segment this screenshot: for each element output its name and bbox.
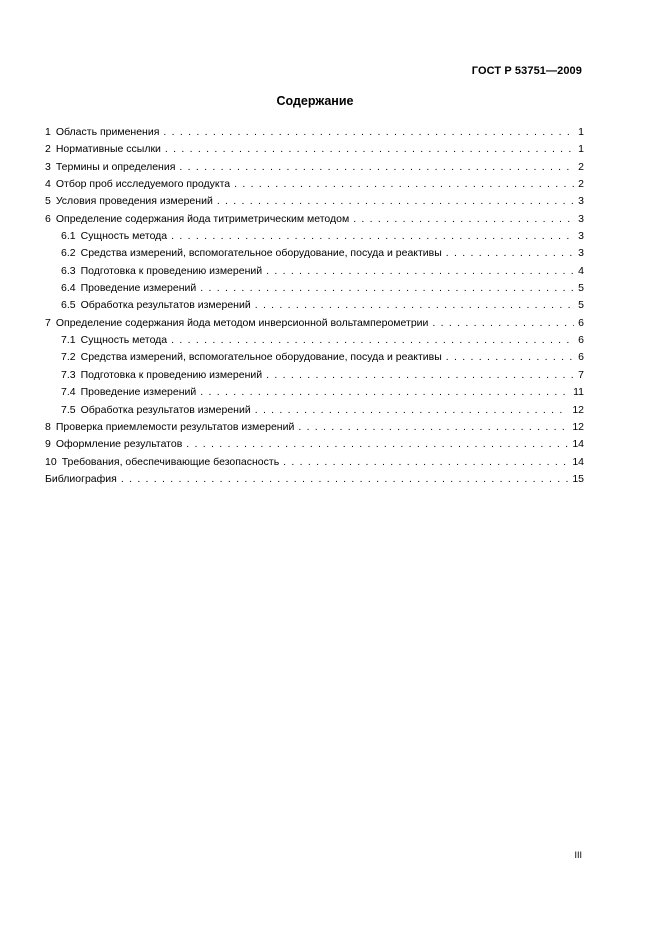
document-code: ГОСТ Р 53751—2009 bbox=[471, 65, 582, 77]
toc-entry-page: 15 bbox=[572, 472, 584, 485]
toc-entry[interactable] bbox=[45, 263, 584, 280]
toc-entry-number: 7.5 bbox=[61, 403, 76, 416]
toc-entry-label: Обработка результатов измерений bbox=[80, 403, 251, 416]
toc-entry-bibliography[interactable] bbox=[45, 471, 584, 488]
toc-entry-page: 11 bbox=[573, 386, 584, 399]
toc-entry-number: 6.3 bbox=[61, 264, 76, 277]
toc-entry-number: 3 bbox=[45, 160, 51, 173]
toc-entry[interactable] bbox=[45, 367, 584, 384]
toc-entry-label: Обработка результатов измерений bbox=[80, 299, 251, 312]
toc-entry-number: 7.1 bbox=[61, 334, 76, 347]
toc-entry-number: 6.1 bbox=[61, 230, 76, 243]
toc-entry[interactable] bbox=[45, 332, 584, 349]
toc-entry-page: 6 bbox=[578, 351, 584, 364]
toc-entry-page: 5 bbox=[578, 282, 584, 295]
toc-entry[interactable] bbox=[45, 454, 584, 471]
toc-entry-number: 8 bbox=[45, 420, 51, 433]
dot-leader bbox=[432, 315, 574, 332]
dot-leader bbox=[266, 263, 574, 280]
toc-entry-page: 2 bbox=[578, 178, 584, 191]
toc-entry-page: 2 bbox=[578, 160, 584, 173]
toc-entry[interactable] bbox=[45, 436, 584, 453]
toc-entry-label: Проверка приемлемости результатов измерений bbox=[55, 420, 295, 433]
toc-entry-page: 12 bbox=[572, 420, 584, 433]
toc-entry-label: Термины и определения bbox=[55, 160, 176, 173]
toc-entry-number: 7 bbox=[45, 316, 51, 329]
toc-entry[interactable] bbox=[45, 280, 584, 297]
toc-entry-page: 5 bbox=[578, 299, 584, 312]
toc-entry-label: Отбор проб исследуемого продукта bbox=[55, 178, 231, 191]
toc-entry-label: Библиография bbox=[45, 472, 117, 485]
toc-entry-label: Область применения bbox=[55, 126, 160, 138]
toc-entry-label: Условия проведения измерений bbox=[55, 195, 213, 208]
toc-entry[interactable] bbox=[45, 141, 584, 158]
dot-leader bbox=[266, 367, 574, 384]
toc-entry-number: 5 bbox=[45, 195, 51, 208]
toc-entry-number: 6.2 bbox=[61, 247, 76, 260]
toc-title: Содержание bbox=[276, 94, 354, 108]
toc-entry[interactable] bbox=[45, 211, 584, 228]
page-number: III bbox=[574, 850, 582, 860]
toc-entry-page: 1 bbox=[578, 126, 584, 138]
toc-entry-label: Требования, обеспечивающие безопасность bbox=[61, 455, 280, 468]
toc-entry-label: Средства измерений, вспомогательное оборудование, посуда и реактивы bbox=[80, 247, 442, 260]
toc-entry-label: Оформление результатов bbox=[55, 438, 183, 451]
dot-leader bbox=[283, 454, 568, 471]
toc-entry[interactable] bbox=[45, 176, 584, 193]
toc-entry[interactable] bbox=[45, 384, 584, 401]
toc-entry-label: Подготовка к проведению измерений bbox=[80, 368, 263, 381]
toc-entry[interactable] bbox=[45, 124, 584, 141]
toc-entry-number: 7.2 bbox=[61, 351, 76, 364]
dot-leader bbox=[353, 211, 574, 228]
toc-entry-page: 3 bbox=[578, 195, 584, 208]
dot-leader bbox=[200, 280, 574, 297]
toc-entry-page: 4 bbox=[578, 264, 584, 277]
toc-entry[interactable] bbox=[45, 245, 584, 262]
toc-entry-number: 1 bbox=[45, 126, 51, 138]
toc-entry-page: 6 bbox=[578, 316, 584, 329]
toc-entry[interactable] bbox=[45, 402, 584, 419]
dot-leader bbox=[298, 419, 568, 436]
toc-entry[interactable] bbox=[45, 419, 584, 436]
toc-entry-number: 6.4 bbox=[61, 282, 76, 295]
toc-entry[interactable] bbox=[45, 297, 584, 314]
dot-leader bbox=[171, 332, 574, 349]
toc-entry-label: Сущность метода bbox=[80, 230, 168, 243]
dot-leader bbox=[171, 228, 574, 245]
dot-leader bbox=[217, 193, 574, 210]
toc-entry-page: 3 bbox=[578, 230, 584, 243]
toc-entry-label: Сущность метода bbox=[80, 334, 168, 347]
toc-entry[interactable] bbox=[45, 349, 584, 366]
dot-leader bbox=[163, 124, 574, 141]
dot-leader bbox=[446, 349, 574, 366]
toc-entry-page: 3 bbox=[578, 247, 584, 260]
toc-entry[interactable] bbox=[45, 228, 584, 245]
dot-leader bbox=[165, 141, 574, 158]
toc-entry-label: Проведение измерений bbox=[80, 282, 197, 295]
toc-entry-number: 4 bbox=[45, 178, 51, 191]
table-of-contents bbox=[45, 124, 584, 488]
toc-entry-number: 7.3 bbox=[61, 368, 76, 381]
toc-entry-page: 14 bbox=[572, 455, 584, 468]
toc-entry-page: 6 bbox=[578, 334, 584, 347]
dot-leader bbox=[255, 402, 569, 419]
dot-leader bbox=[186, 436, 568, 453]
dot-leader bbox=[121, 471, 568, 488]
toc-entry-number: 10 bbox=[45, 455, 57, 468]
toc-entry-label: Средства измерений, вспомогательное оборудование, посуда и реактивы bbox=[80, 351, 442, 364]
dot-leader bbox=[234, 176, 574, 193]
toc-entry-number: 2 bbox=[45, 143, 51, 156]
toc-entry[interactable] bbox=[45, 193, 584, 210]
toc-entry[interactable] bbox=[45, 159, 584, 176]
dot-leader bbox=[200, 384, 569, 401]
toc-entry-number: 7.4 bbox=[61, 386, 76, 399]
toc-entry-label: Подготовка к проведению измерений bbox=[80, 264, 263, 277]
toc-entry-label: Определение содержания йода методом инверсионной вольтамперометрии bbox=[55, 316, 429, 329]
dot-leader bbox=[446, 245, 574, 262]
toc-entry-label: Определение содержания йода титриметрическим методом bbox=[55, 212, 350, 225]
toc-entry-page: 1 bbox=[578, 143, 584, 156]
toc-entry-label: Проведение измерений bbox=[80, 386, 197, 399]
dot-leader bbox=[179, 159, 574, 176]
dot-leader bbox=[255, 297, 574, 314]
toc-entry-number: 6.5 bbox=[61, 299, 76, 312]
toc-entry-label: Нормативные ссылки bbox=[55, 143, 161, 156]
toc-entry-page: 14 bbox=[572, 438, 584, 451]
toc-entry-number: 9 bbox=[45, 438, 51, 451]
toc-entry-page: 3 bbox=[578, 212, 584, 225]
toc-entry-page: 12 bbox=[572, 403, 584, 416]
toc-entry-number: 6 bbox=[45, 212, 51, 225]
toc-entry-page: 7 bbox=[578, 368, 584, 381]
toc-entry[interactable] bbox=[45, 315, 584, 332]
